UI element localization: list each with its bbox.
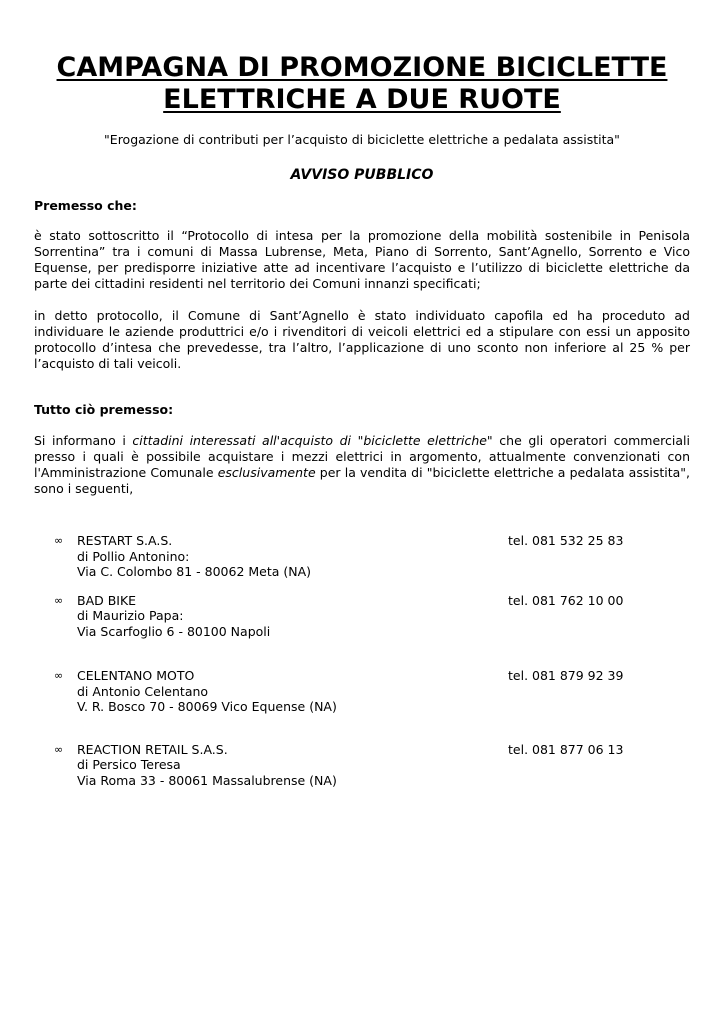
tutto-heading: Tutto ciò premesso: [34, 402, 174, 417]
vendor-phone: tel. 081 879 92 39 [508, 668, 624, 683]
vendor-phone: tel. 081 762 10 00 [508, 592, 624, 608]
vendor-address: Via Scarfoglio 6 - 80100 Napoli [77, 623, 271, 639]
vendor-list [34, 533, 690, 788]
vendor-name: CELENTANO MOTO [77, 668, 195, 683]
title-line-1: CAMPAGNA DI PROMOZIONE BICICLETTE [56, 52, 668, 83]
subtitle: "Erogazione di contributi per l’acquisto di biciclette elettriche a pedalata assistita" [104, 132, 620, 147]
intro-text-2: che gli operatori commerciali presso i quali è possibile acquistare i mezzi elettrici in argomento, attualmente convenzionati con l'Amministrazione Comunale [34, 433, 690, 480]
vendor-phone: tel. 081 877 06 13 [508, 741, 624, 757]
vendor-address: V. R. Bosco 70 - 80069 Vico Equense (NA) [77, 699, 337, 714]
infinity-bullet-icon: ∞ [54, 669, 64, 682]
notice-heading: AVVISO PUBBLICO [290, 167, 434, 183]
infinity-bullet-icon: ∞ [54, 534, 64, 547]
document-page [34, 52, 690, 788]
vendor-owner: di Antonio Celentano [77, 683, 209, 699]
vendor-phone: tel. 081 532 25 83 [508, 533, 624, 548]
vendor-address: Via C. Colombo 81 - 80062 Meta (NA) [77, 564, 312, 579]
infinity-bullet-icon: ∞ [54, 593, 64, 607]
paragraph-vendors-intro [34, 433, 690, 497]
premesso-heading: Premesso che: [34, 198, 137, 213]
vendor-name: REACTION RETAIL S.A.S. [77, 741, 228, 757]
title-line-2: ELETTRICHE A DUE RUOTE [163, 84, 561, 115]
intro-italic-1: cittadini interessati all'acquisto di "biciclette elettriche" [132, 433, 493, 448]
vendor-owner: di Persico Teresa [77, 757, 181, 772]
list-item [34, 668, 690, 715]
vendor-owner: di Pollio Antonino: [77, 548, 190, 564]
page-title [34, 52, 690, 116]
list-item [34, 593, 690, 640]
intro-italic-2: esclusivamente [217, 465, 316, 480]
intro-text-3: per la vendita di "biciclette elettriche a pedalata assistita", sono i seguenti, [34, 465, 691, 496]
paragraph-protocol: è stato sottoscritto il “Protocollo di intesa per la promozione della mobilità sostenibile in Penisola Sorrentina” tra i comuni di Massa Lubrense, Meta, Piano di Sorrento, Sant’Agnello, Sorrento e Vico Equense, per predisporre iniziative atte ad incentivare l’acquisto e l’utilizzo di biciclette elettriche da parte dei cittadini residenti nel territorio dei Comuni innanzi specificati; [34, 228, 690, 291]
list-item [34, 742, 690, 789]
paragraph-capofila: in detto protocollo, il Comune di Sant’Agnello è stato individuato capofila ed ha proceduto ad individuare le aziende produttrici e/o i rivenditori di veicoli elettrici ed a stipulare con essi un apposito protocollo d’intesa che prevedesse, tra l’altro, l’applicazione di uno sconto non inferiore al 25 % per l’acquisto di tali veicoli. [34, 308, 690, 371]
list-item [34, 533, 690, 580]
vendor-name: BAD BIKE [77, 592, 137, 608]
vendor-address: Via Roma 33 - 80061 Massalubrense (NA) [77, 772, 337, 788]
intro-text-1: Si informano i [34, 433, 133, 448]
infinity-bullet-icon: ∞ [54, 742, 64, 756]
vendor-owner: di Maurizio Papa: [77, 608, 184, 623]
vendor-name: RESTART S.A.S. [77, 533, 173, 548]
